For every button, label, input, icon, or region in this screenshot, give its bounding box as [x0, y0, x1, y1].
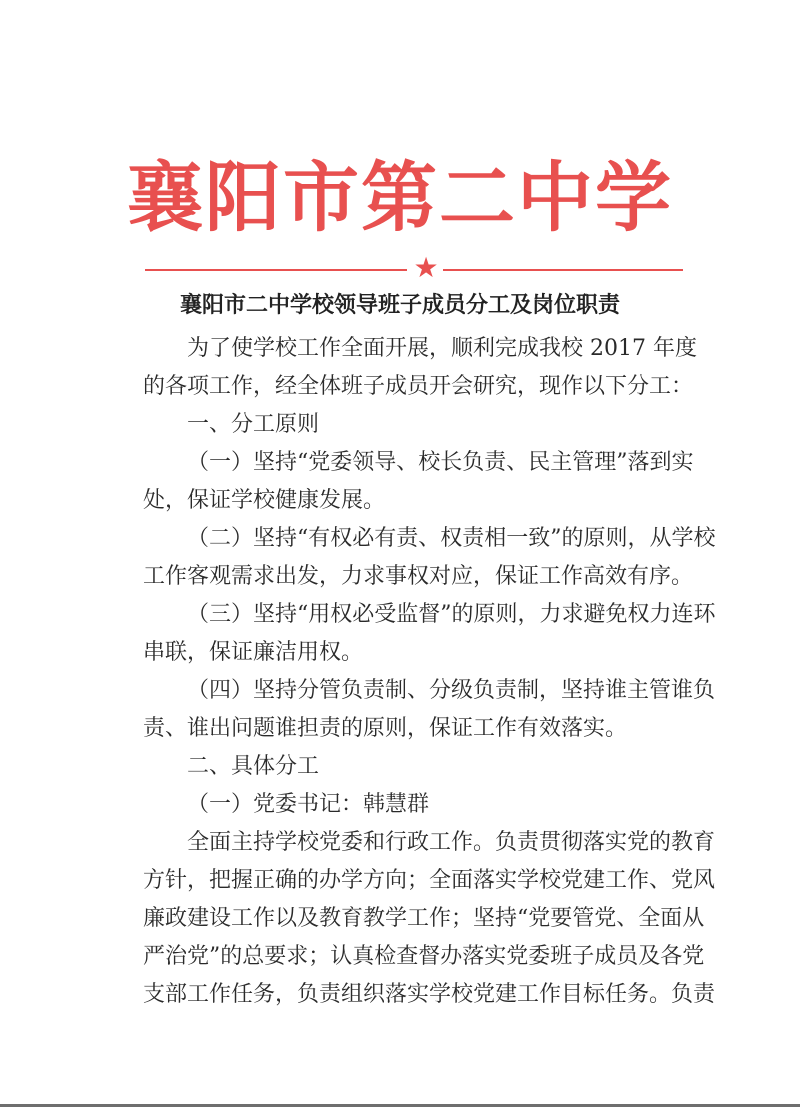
red-star-icon: ★	[413, 251, 439, 284]
principle-4: （四）坚持分管负责制、分级负责制，坚持谁主管谁负责、谁出问题谁担责的原则，保证工作有效落实。	[143, 678, 716, 741]
heading-assignments: 二、具体分工	[187, 754, 320, 779]
header-red-line-left	[145, 269, 407, 271]
document-title: 襄阳市二中学校领导班子成员分工及岗位职责	[179, 292, 620, 318]
principle-2: （二）坚持“有权必有责、权责相一致”的原则，从学校工作客观需求出发，力求事权对应，保证工作高效有序。	[143, 526, 716, 589]
document-body	[143, 330, 718, 1014]
scan-bottom-edge	[0, 1104, 800, 1107]
paragraph-intro: 为了使学校工作全面开展，顺利完成我校 2017 年度的各项工作，经全体班子成员开会研究，现作以下分工：	[143, 336, 697, 399]
masthead-org-name: 襄阳市第二中学	[127, 153, 673, 242]
assignment-party-secretary: （一）党委书记：韩慧群	[187, 792, 430, 817]
heading-principles: 一、分工原则	[187, 412, 320, 437]
party-secretary-duties: 全面主持学校党委和行政工作。负责贯彻落实党的教育方针，把握正确的办学方向；全面落实学校党建工作、党风廉政建设工作以及教育教学工作；坚持“党要管党、全面从严治党”的总要求；认真检查督办落实党委班子成员及各党支部工作任务，负责组织落实学校党建工作目标任务。负责	[143, 830, 716, 1007]
principle-1: （一）坚持“党委领导、校长负责、民主管理”落到实处，保证学校健康发展。	[143, 450, 694, 513]
header-red-line-right	[443, 269, 683, 271]
principle-3: （三）坚持“用权必受监督”的原则，力求避免权力连环串联，保证廉洁用权。	[143, 602, 716, 665]
